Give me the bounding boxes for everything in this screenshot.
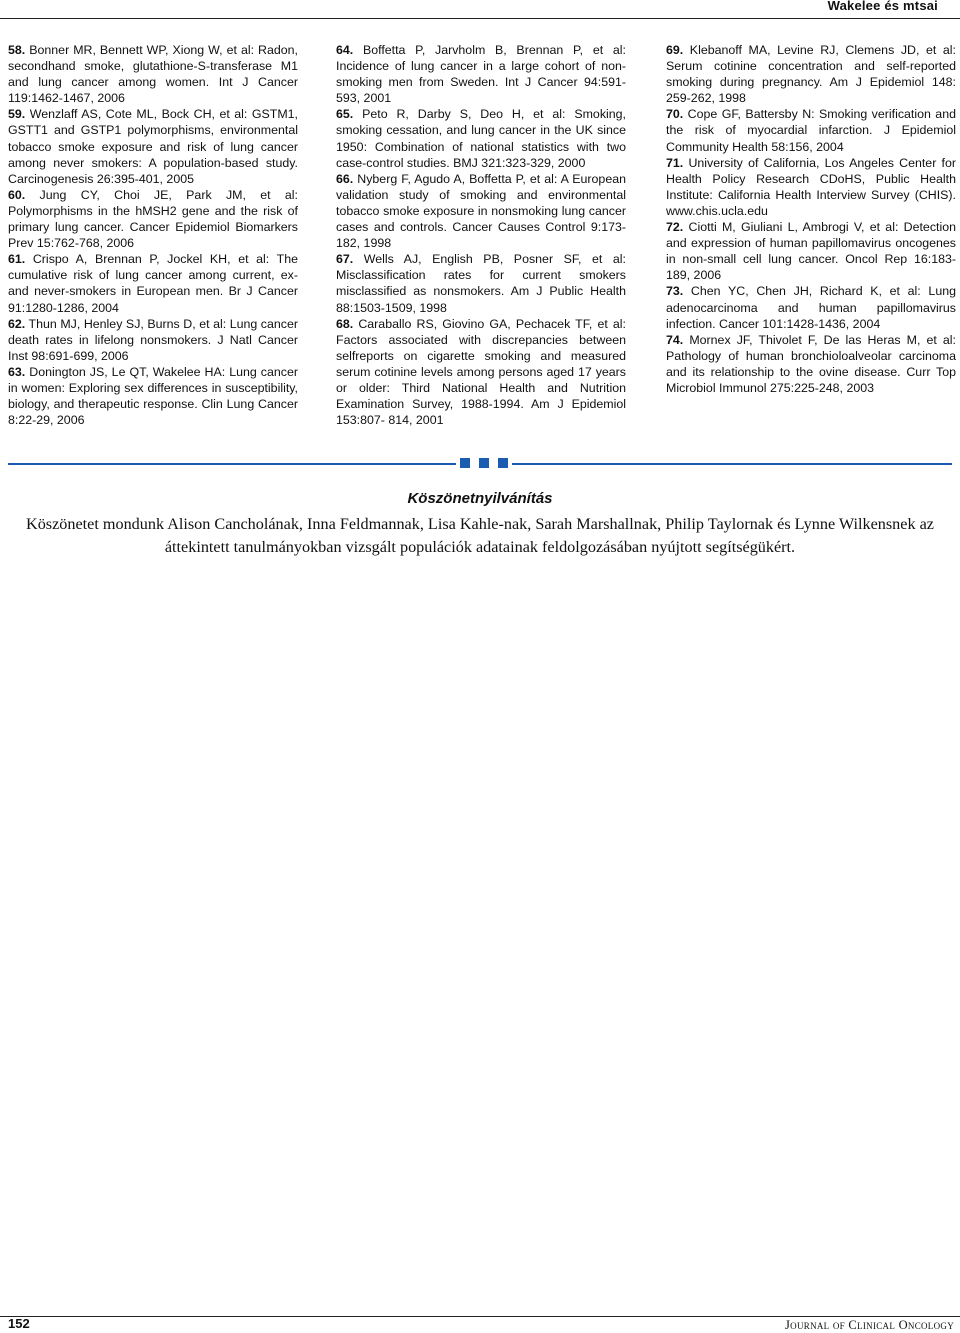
reference-text: Wells AJ, English PB, Posner SF, et al: Misclassification rates for current smokers misclassified as nonsmokers. Am J Public Health 88:1503-1509, 1998 xyxy=(336,252,626,315)
page-number: 152 xyxy=(8,1316,30,1331)
reference-number: 68. xyxy=(336,316,354,331)
reference-text: Boffetta P, Jarvholm B, Brennan P, et al: Incidence of lung cancer in a large cohort of non-smoking men from Sweden. Int J Cancer 94:591-593, 2001 xyxy=(336,43,626,106)
reference-entry xyxy=(666,332,956,396)
reference-text: Klebanoff MA, Levine RJ, Clemens JD, et al: Serum cotinine concentration and self-reported smoking during pregnancy. Am J Epidemiol 148: 259-262, 1998 xyxy=(666,43,956,106)
reference-entry xyxy=(8,106,298,186)
reference-text: Caraballo RS, Giovino GA, Pechacek TF, et al: Factors associated with discrepancies between selfreports on cigarette smoking and measured serum cotinine levels among persons aged 17 years or older: Third National Health and Nutrition Examination Survey, 1988-1994. Am J Epidemiol 153:807- 814, 2001 xyxy=(336,316,626,428)
reference-entry xyxy=(666,106,956,154)
reference-text: Thun MJ, Henley SJ, Burns D, et al: Lung cancer death rates in lifelong nonsmokers. J Natl Cancer Inst 98:691-699, 2006 xyxy=(8,316,298,363)
acknowledgement-body: Köszönetet mondunk Alison Cancholának, Inna Feldmannak, Lisa Kahle-nak, Sarah Marshallnak, Philip Taylornak és Lynne Wilkensnek az áttekintett tanulmányokban vizsgált populációk adatainak feldolgozásában nyújtott segítségükért. xyxy=(26,515,934,556)
reference-number: 58. xyxy=(8,43,26,57)
divider-square-icon xyxy=(460,458,470,468)
reference-entry xyxy=(336,251,626,315)
reference-entry xyxy=(666,283,956,331)
reference-entry xyxy=(8,42,298,106)
reference-entry xyxy=(666,155,956,219)
reference-number: 62. xyxy=(8,316,26,331)
reference-text: Cope GF, Battersby N: Smoking verification and the risk of myocardial infarction. J Epidemiol Community Health 58:156, 2004 xyxy=(666,107,956,154)
reference-number: 73. xyxy=(666,284,684,299)
reference-number: 66. xyxy=(336,171,354,186)
reference-number: 61. xyxy=(8,252,26,267)
reference-entry xyxy=(336,316,626,429)
acknowledgement-title: Köszönetnyilvánítás xyxy=(407,490,553,507)
reference-number: 72. xyxy=(666,220,684,235)
reference-number: 67. xyxy=(336,252,354,267)
reference-number: 74. xyxy=(666,332,684,347)
divider-ornament xyxy=(456,458,512,468)
reference-text: Peto R, Darby S, Deo H, et al: Smoking, smoking cessation, and lung cancer in the UK since 1950: Combination of national statistics with two case-control studies. BMJ 321:323-329, 2000 xyxy=(336,107,626,170)
reference-text: Chen YC, Chen JH, Richard K, et al: Lung adenocarcinoma and human papillomavirus infection. Cancer 101:1428-1436, 2004 xyxy=(666,284,956,331)
page-footer xyxy=(0,1316,960,1331)
running-head: Wakelee és mtsai xyxy=(0,0,960,19)
reference-text: Bonner MR, Bennett WP, Xiong W, et al: Radon, secondhand smoke, glutathione-S-transferase M1 and lung cancer among women. Int J Cancer 119:1462-1467, 2006 xyxy=(8,43,298,106)
reference-text: Donington JS, Le QT, Wakelee HA: Lung cancer in women: Exploring sex differences in susceptibility, biology, and therapeutic response. Clin Lung Cancer 8:22-29, 2006 xyxy=(8,364,298,428)
reference-column-2 xyxy=(336,42,626,428)
reference-entry xyxy=(666,219,956,283)
reference-text: University of California, Los Angeles Center for Health Policy Research CDoHS, Public Health Institute: California Health Interview Survey (CHIS). www.chis.ucla.edu xyxy=(666,155,956,218)
reference-number: 59. xyxy=(8,107,26,122)
reference-number: 71. xyxy=(666,155,684,170)
reference-text: Nyberg F, Agudo A, Boffetta P, et al: A European validation study of smoking and environmental tobacco smoke exposure in nonsmoking lung cancer cases and controls. Cancer Causes Control 9:173-182, 1998 xyxy=(336,171,626,251)
reference-number: 69. xyxy=(666,43,684,57)
reference-text: Ciotti M, Giuliani L, Ambrogi V, et al: Detection and expression of human papillomavirus oncogenes in non-small cell lung cancer. Oncol Rep 16:183-189, 2006 xyxy=(666,220,956,283)
reference-number: 64. xyxy=(336,43,354,57)
reference-entry xyxy=(336,42,626,106)
reference-column-1 xyxy=(8,42,298,428)
reference-number: 63. xyxy=(8,364,26,379)
journal-name: Journal of Clinical Oncology xyxy=(785,1318,954,1332)
reference-text: Jung CY, Choi JE, Park JM, et al: Polymorphisms in the hMSH2 gene and the risk of primary lung cancer. Cancer Epidemiol Biomarkers Prev 15:762-768, 2006 xyxy=(8,187,298,251)
divider-square-icon xyxy=(479,458,489,468)
reference-number: 60. xyxy=(8,187,26,202)
reference-column-3 xyxy=(666,42,956,396)
reference-number: 65. xyxy=(336,107,354,122)
reference-entry xyxy=(8,364,298,428)
reference-entry xyxy=(336,171,626,251)
reference-text: Crispo A, Brennan P, Jockel KH, et al: The cumulative risk of lung cancer among current, ex- and never-smokers in European men. Br J Cancer 91:1280-1286, 2004 xyxy=(8,252,298,315)
reference-entry xyxy=(8,316,298,364)
divider-square-icon xyxy=(498,458,508,468)
reference-entry xyxy=(8,187,298,251)
reference-entry xyxy=(336,106,626,170)
reference-text: Mornex JF, Thivolet F, De las Heras M, et al: Pathology of human bronchioloalveolar carcinoma and its relationship to the ovine disease. Curr Top Microbiol Immunol 275:225-248, 2003 xyxy=(666,332,956,395)
reference-entry xyxy=(8,251,298,315)
reference-columns xyxy=(8,42,956,442)
reference-text: Wenzlaff AS, Cote ML, Bock CH, et al: GSTM1, GSTT1 and GSTP1 polymorphisms, environmental tobacco smoke exposure and risk of lung cancer among never smokers: A population-based study. Carcinogenesis 26:395-401, 2005 xyxy=(8,107,298,186)
acknowledgement-section xyxy=(10,490,950,559)
reference-number: 70. xyxy=(666,107,684,122)
reference-entry xyxy=(666,42,956,106)
